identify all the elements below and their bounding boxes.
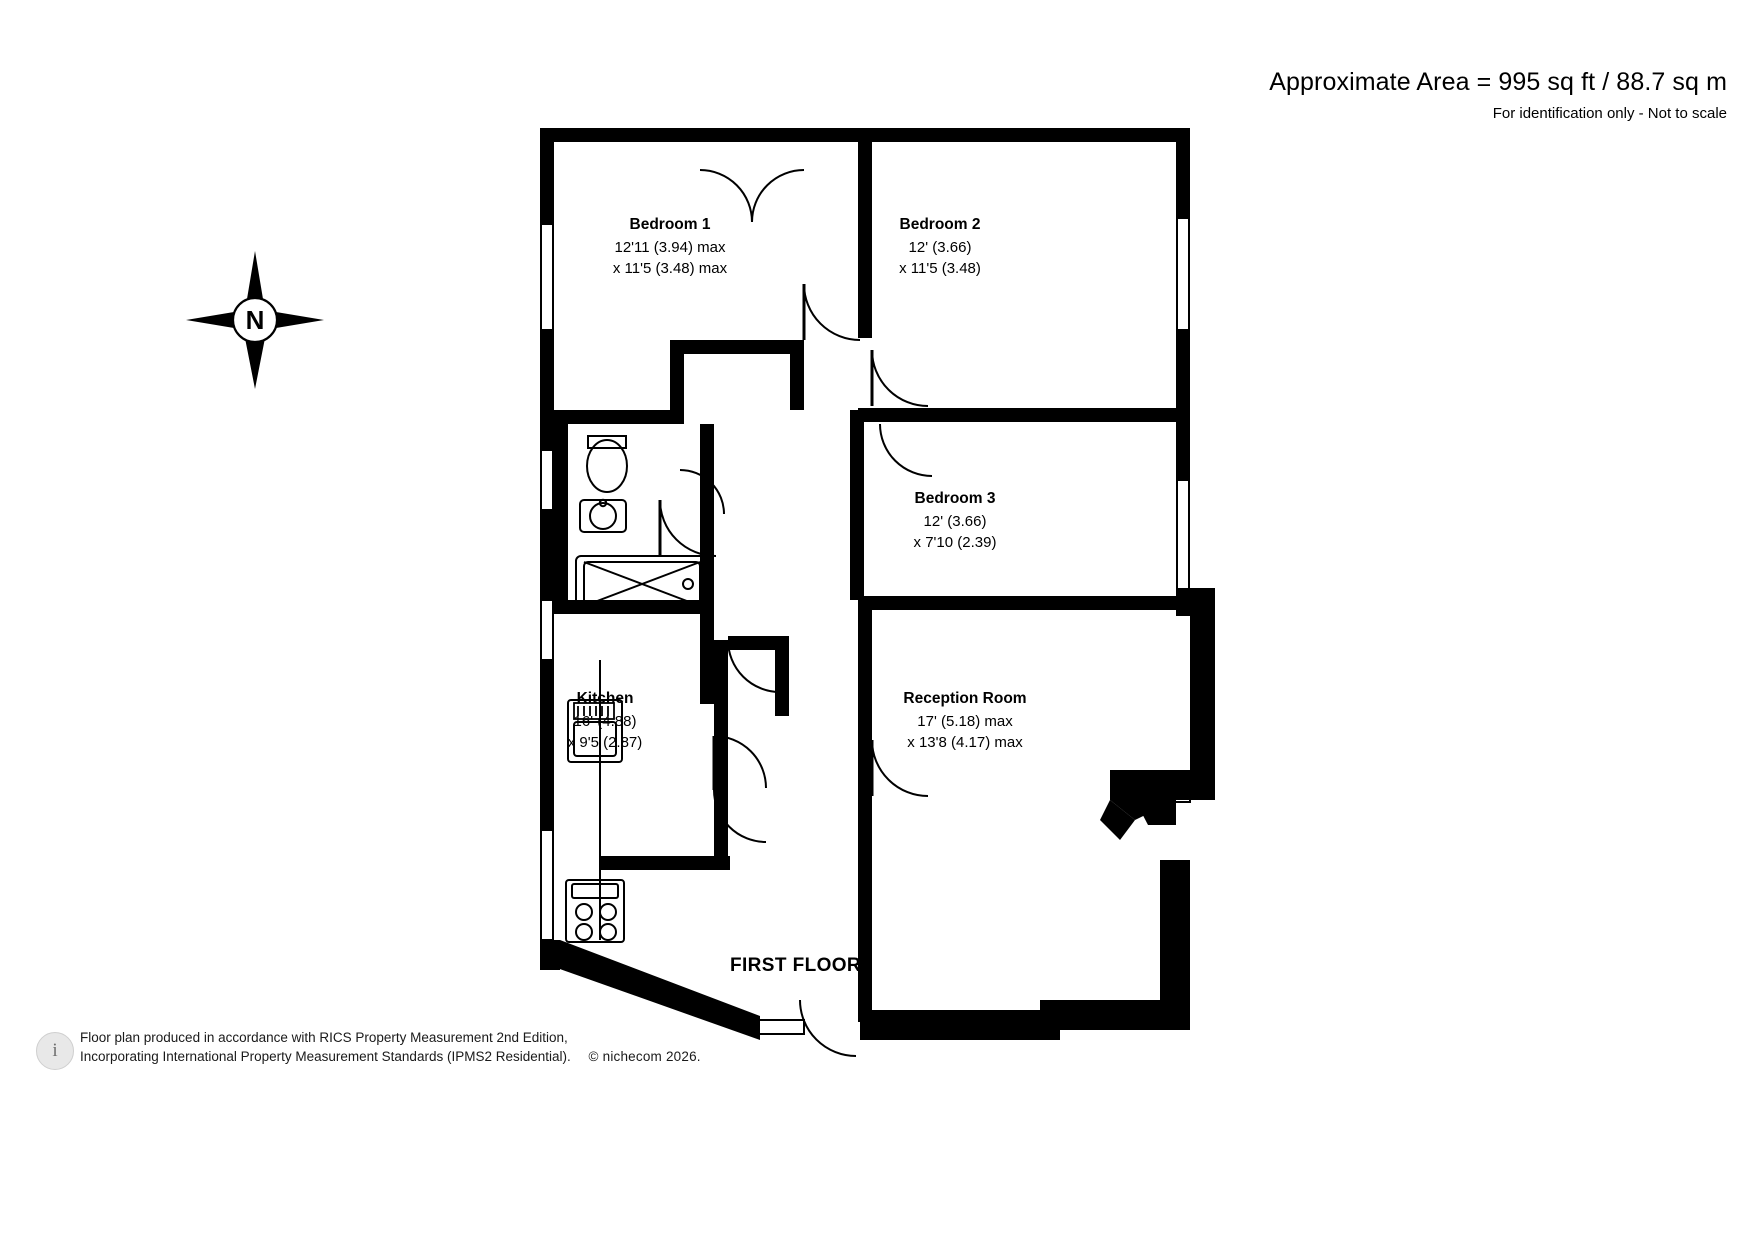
footer-line-2: Incorporating International Property Measurement Standards (IPMS2 Residential). [80,1049,571,1064]
room-label-bedroom-2 [825,214,1055,279]
footer-text [80,1028,701,1066]
room-dim2-kitchen: x 9'5 (2.87) [567,734,643,751]
room-dim1-bedroom-1: 12'11 (3.94) max [614,239,726,256]
room-name-bedroom-3: Bedroom 3 [914,490,996,507]
room-label-bedroom-3 [840,488,1070,553]
room-name-bedroom-1: Bedroom 1 [629,216,711,233]
room-dim2-bedroom-2: x 11'5 (3.48) [899,260,981,277]
room-label-reception-room [840,688,1090,753]
room-dim1-bedroom-3: 12' (3.66) [923,513,987,530]
room-dim1-reception-room: 17' (5.18) max [917,713,1013,730]
info-icon [36,1032,74,1070]
compass-north-label: N [245,305,265,335]
floor-caption: FIRST FLOOR [730,955,862,976]
approximate-area-title: Approximate Area = 995 sq ft / 88.7 sq m [1269,68,1727,96]
room-name-kitchen: Kitchen [576,690,634,707]
room-label-bedroom-1 [540,214,800,279]
footer-copyright: © nichecom 2026. [588,1049,701,1064]
footer-line-1: Floor plan produced in accordance with RICS Property Measurement 2nd Edition, [80,1030,568,1045]
info-icon-glyph: i [52,1040,58,1061]
room-label-kitchen [510,688,700,753]
room-dim1-bedroom-2: 12' (3.66) [908,239,972,256]
room-dim2-bedroom-3: x 7'10 (2.39) [913,534,997,551]
room-name-bedroom-2: Bedroom 2 [899,216,981,233]
room-dim1-kitchen: 16' (4.88) [573,713,637,730]
footer-disclaimer [36,1020,936,1090]
identification-note: For identification only - Not to scale [1492,105,1727,122]
room-name-reception-room: Reception Room [903,690,1027,707]
room-dim2-bedroom-1: x 11'5 (3.48) max [612,260,728,277]
room-dim2-reception-room: x 13'8 (4.17) max [907,734,1023,751]
